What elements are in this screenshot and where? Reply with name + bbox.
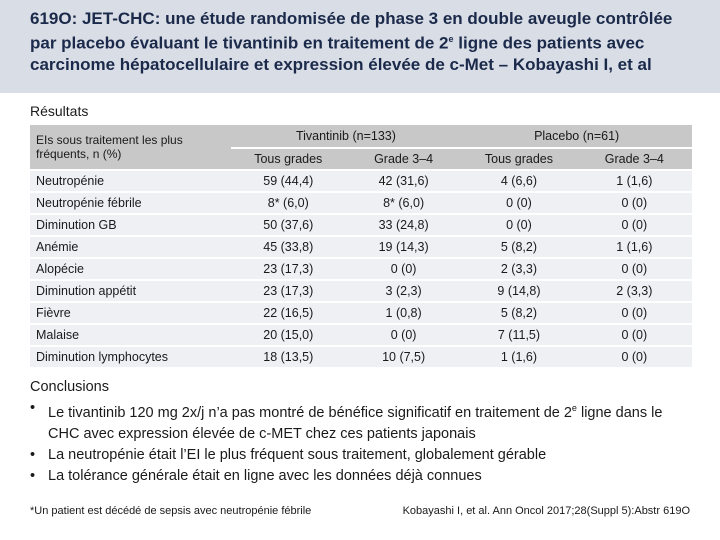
table-cell: 2 (3,3) bbox=[577, 281, 692, 301]
table-row bbox=[30, 193, 692, 213]
row-label: Alopécie bbox=[30, 259, 231, 279]
table-cell: 18 (13,5) bbox=[231, 347, 346, 367]
adverse-events-table bbox=[30, 123, 692, 369]
row-label: Diminution GB bbox=[30, 215, 231, 235]
table-cell: 22 (16,5) bbox=[231, 303, 346, 323]
table-cell: 3 (2,3) bbox=[346, 281, 461, 301]
reference-citation: Kobayashi I, et al. Ann Oncol 2017;28(Suppl 5):Abstr 619O bbox=[402, 505, 690, 517]
footnote: *Un patient est décédé de sepsis avec neutropénie fébrile bbox=[30, 505, 312, 517]
table-cell: 19 (14,3) bbox=[346, 237, 461, 257]
table-cell: 2 (3,3) bbox=[461, 259, 576, 279]
table-cell: 1 (1,6) bbox=[461, 347, 576, 367]
table-cell: 8* (6,0) bbox=[346, 193, 461, 213]
bullet-marker: • bbox=[30, 400, 36, 416]
table-row bbox=[30, 215, 692, 235]
table-row bbox=[30, 171, 692, 191]
title-banner bbox=[0, 0, 720, 93]
conclusions-section bbox=[30, 377, 695, 487]
table-cell: 9 (14,8) bbox=[461, 281, 576, 301]
conclusion-text-2: La neutropénie était l’EI le plus fréquent sous traitement, globalement gérable bbox=[48, 446, 547, 463]
table-row bbox=[30, 347, 692, 367]
table-cell: 8* (6,0) bbox=[231, 193, 346, 213]
conclusion-text-3: La tolérance générale était en ligne avec les données déjà connues bbox=[48, 467, 482, 484]
table-cell: 1 (1,6) bbox=[577, 237, 692, 257]
table-row bbox=[30, 281, 692, 301]
conclusion-text-1b: ligne dans le CHC avec expression élevée de c-MET chez ces patients japonais bbox=[48, 404, 663, 442]
row-label: Malaise bbox=[30, 325, 231, 345]
table-cell: 0 (0) bbox=[577, 303, 692, 323]
row-label: Anémie bbox=[30, 237, 231, 257]
group-header-placebo: Placebo (n=61) bbox=[461, 125, 692, 147]
conclusion-text-1a: Le tivantinib 120 mg 2x/j n’a pas montré de bénéfice significatif en traitement de 2 bbox=[48, 404, 572, 421]
table-cell: 0 (0) bbox=[577, 215, 692, 235]
table-cell: 10 (7,5) bbox=[346, 347, 461, 367]
table-cell: 0 (0) bbox=[346, 259, 461, 279]
subheader-tivantinib-all: Tous grades bbox=[231, 149, 346, 169]
title-text-part2: ligne des patients avec carcinome hépatocellulaire et expression élevée de c-Met – Kobayashi I, et al bbox=[30, 33, 652, 74]
conclusions-list bbox=[30, 398, 695, 487]
table-cell: 0 (0) bbox=[577, 347, 692, 367]
table-cell: 5 (8,2) bbox=[461, 237, 576, 257]
subheader-placebo-all: Tous grades bbox=[461, 149, 576, 169]
row-header-cell: EIs sous traitement les plus fréquents, n (%) bbox=[30, 125, 231, 169]
title-text-part1: 619O: JET-CHC: une étude randomisée de phase 3 en double aveugle contrôlée par placebo évaluant le tivantinib en traitement de 2 bbox=[30, 9, 673, 53]
subheader-tivantinib-g34: Grade 3–4 bbox=[346, 149, 461, 169]
table-cell: 33 (24,8) bbox=[346, 215, 461, 235]
table-cell: 0 (0) bbox=[577, 325, 692, 345]
table-cell: 0 (0) bbox=[577, 259, 692, 279]
table-cell: 23 (17,3) bbox=[231, 281, 346, 301]
list-item bbox=[30, 466, 695, 487]
table-row bbox=[30, 237, 692, 257]
table-cell: 45 (33,8) bbox=[231, 237, 346, 257]
table-cell: 59 (44,4) bbox=[231, 171, 346, 191]
row-label: Neutropénie fébrile bbox=[30, 193, 231, 213]
table-cell: 0 (0) bbox=[346, 325, 461, 345]
table-cell: 5 (8,2) bbox=[461, 303, 576, 323]
results-heading: Résultats bbox=[30, 103, 89, 119]
bullet-marker: • bbox=[30, 467, 36, 484]
row-label: Neutropénie bbox=[30, 171, 231, 191]
list-item bbox=[30, 445, 695, 466]
table-cell: 0 (0) bbox=[577, 193, 692, 213]
table-cell: 0 (0) bbox=[461, 215, 576, 235]
list-item bbox=[30, 398, 695, 445]
title-superscript: e bbox=[448, 34, 454, 44]
row-label: Diminution lymphocytes bbox=[30, 347, 231, 367]
table-cell: 42 (31,6) bbox=[346, 171, 461, 191]
table-cell: 50 (37,6) bbox=[231, 215, 346, 235]
table-row bbox=[30, 259, 692, 279]
table-cell: 23 (17,3) bbox=[231, 259, 346, 279]
conclusion-superscript: e bbox=[571, 403, 577, 413]
table-row bbox=[30, 303, 692, 323]
table-cell: 1 (0,8) bbox=[346, 303, 461, 323]
group-header-tivantinib: Tivantinib (n=133) bbox=[231, 125, 462, 147]
bullet-marker: • bbox=[30, 446, 36, 463]
subheader-placebo-g34: Grade 3–4 bbox=[577, 149, 692, 169]
table-cell: 7 (11,5) bbox=[461, 325, 576, 345]
conclusions-heading: Conclusions bbox=[30, 379, 109, 395]
page-title bbox=[0, 0, 690, 75]
table-cell: 0 (0) bbox=[461, 193, 576, 213]
table-cell: 4 (6,6) bbox=[461, 171, 576, 191]
table-cell: 1 (1,6) bbox=[577, 171, 692, 191]
table-row bbox=[30, 325, 692, 345]
row-label: Fièvre bbox=[30, 303, 231, 323]
row-label: Diminution appétit bbox=[30, 281, 231, 301]
table-cell: 20 (15,0) bbox=[231, 325, 346, 345]
